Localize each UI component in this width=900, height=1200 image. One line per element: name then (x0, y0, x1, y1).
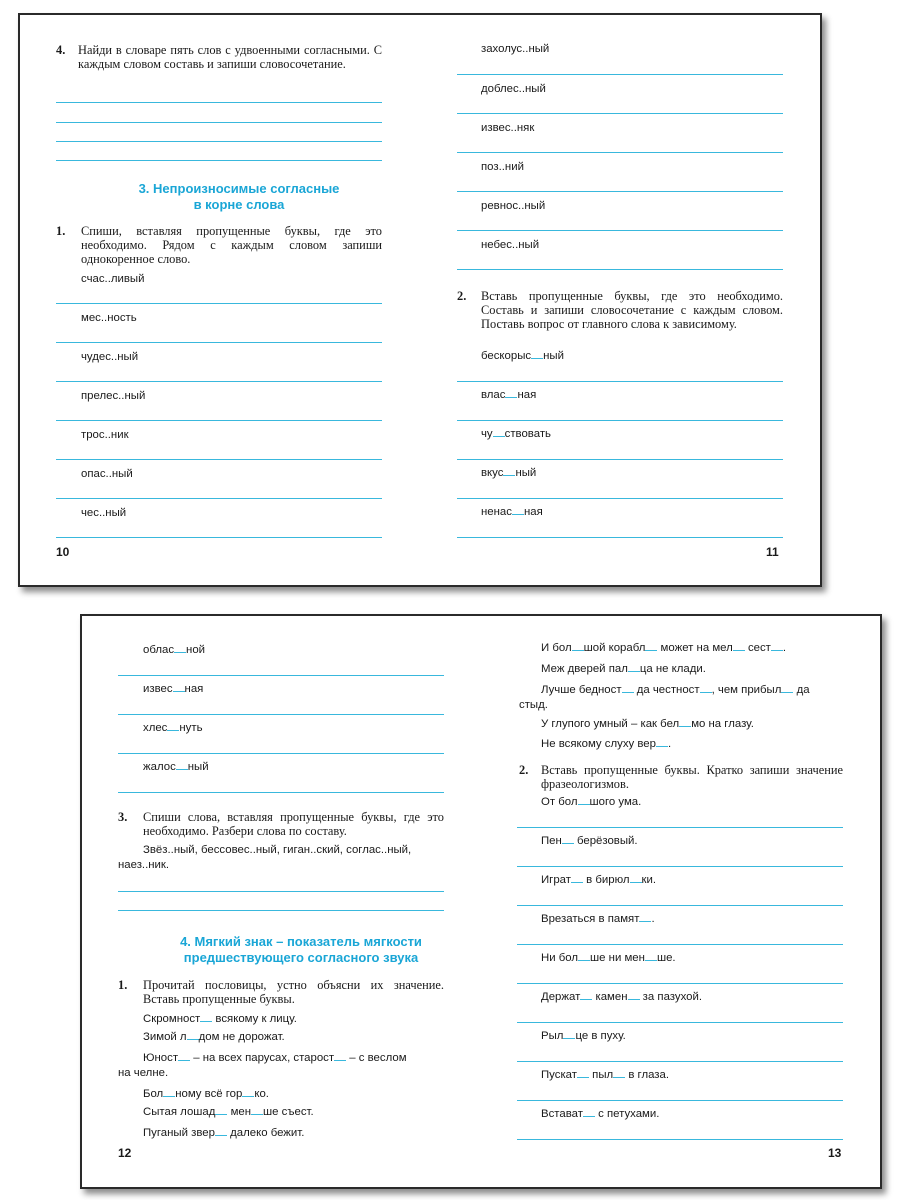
word-part: жалос (143, 761, 176, 773)
text-part: да честност (633, 684, 700, 696)
letter-gap (583, 1107, 595, 1117)
write-line (118, 714, 444, 715)
text-part: . (651, 913, 655, 925)
letter-gap (334, 1051, 346, 1061)
text-part: с петухами. (594, 1108, 660, 1120)
word-part: нуть (179, 722, 203, 734)
letter-gap (242, 1087, 254, 1097)
write-line (457, 537, 783, 538)
text-part: – на всех парусах, старост (190, 1052, 335, 1064)
proverb (143, 1126, 304, 1141)
word-part: ный (187, 761, 209, 773)
word-item: небес..ный (481, 239, 540, 251)
letter-gap (781, 683, 793, 693)
letter-gap (251, 1105, 263, 1115)
write-line (56, 381, 382, 382)
write-line (457, 152, 783, 153)
text-part: Держат (541, 991, 581, 1003)
phrase (541, 1029, 626, 1044)
write-line (56, 342, 382, 343)
text-part: ному всё гор (175, 1088, 243, 1100)
letter-gap (645, 641, 657, 651)
text-part: всякому к лицу. (212, 1013, 297, 1025)
letter-gap (679, 717, 691, 727)
proverb (541, 641, 786, 656)
text-part: Рыл (541, 1030, 564, 1042)
text-part: ше съест. (263, 1106, 314, 1118)
letter-gap (771, 641, 783, 651)
letter-gap (578, 951, 590, 961)
text-part: да (793, 684, 810, 696)
text-part: камен (592, 991, 628, 1003)
phrase (541, 912, 655, 927)
letter-gap (503, 466, 515, 476)
text-part: , чем прибыл (711, 684, 782, 696)
text-part: Бол (143, 1088, 164, 1100)
text-part: Скромност (143, 1013, 201, 1025)
write-line (118, 753, 444, 754)
text-part: берёзовый. (573, 835, 638, 847)
write-line (457, 459, 783, 460)
task-1-number: 1. (118, 978, 128, 992)
text-part: шого ума. (589, 796, 642, 808)
gap-word (481, 505, 543, 520)
write-line (56, 537, 382, 538)
letter-gap (562, 834, 574, 844)
phrase (541, 951, 676, 966)
word-part: бескорыс (481, 350, 532, 362)
proverb (143, 1012, 297, 1027)
task-1-text: Спиши, вставляя пропущенные буквы, где это необходимо. Рядом с каждым словом запиши однокоренное слово. (81, 224, 382, 266)
text-part: Пускат (541, 1069, 577, 1081)
text-part: сест (744, 642, 771, 654)
write-line (517, 1100, 843, 1101)
text-part: ше ни мен (590, 952, 645, 964)
letter-gap (215, 1105, 227, 1115)
page-number-11: 11 (766, 545, 779, 559)
gap-word (143, 760, 209, 775)
letter-gap (656, 737, 668, 747)
letter-gap (628, 990, 640, 1000)
gap-word (481, 388, 536, 403)
text-part: пыл (589, 1069, 614, 1081)
proverb (143, 1051, 407, 1066)
page-number-10: 10 (56, 545, 70, 559)
letter-gap (493, 427, 505, 437)
word-part: вкус (481, 467, 504, 479)
text-part: в бирюл (582, 874, 630, 886)
word-item: поз..ний (481, 161, 524, 173)
write-line (457, 420, 783, 421)
task-3-words-line1: Звёз..ный, бессовес..ный, гиган..ский, соглас..ный, (143, 844, 412, 856)
word-part: влас (481, 389, 506, 401)
write-line (517, 1061, 843, 1062)
phrase (541, 795, 641, 810)
text-part: ца не клади. (639, 663, 706, 675)
word-item: ревнос..ный (481, 200, 546, 212)
word-part: ная (523, 506, 543, 518)
word-item: прелес..ный (81, 390, 146, 402)
word-item: захолус..ный (481, 43, 550, 55)
proverb (143, 1105, 314, 1120)
letter-gap (580, 990, 592, 1000)
text-part: Пен (541, 835, 562, 847)
write-line (56, 303, 382, 304)
write-line (457, 230, 783, 231)
task-2-text: Вставь пропущенные буквы, где это необходимо. Составь и запиши словосочетание с каждым словом. Поставь вопрос от главного слова к зависимому. (481, 289, 783, 331)
text-part: От бол (541, 796, 578, 808)
word-part: извес (143, 683, 173, 695)
letter-gap (630, 873, 642, 883)
letter-gap (173, 682, 185, 692)
text-part: дом не дорожат. (198, 1031, 285, 1043)
letter-gap (572, 641, 584, 651)
text-part: Меж дверей пал (541, 663, 628, 675)
letter-gap (578, 795, 590, 805)
phrase (541, 1068, 669, 1083)
gap-word (143, 682, 203, 697)
write-line (457, 269, 783, 270)
text-part: Пуганый звер (143, 1127, 215, 1139)
text-part: Сытая лошад (143, 1106, 216, 1118)
write-line (118, 675, 444, 676)
gap-word (143, 721, 203, 736)
letter-gap (176, 760, 188, 770)
text-part: мо на глазу. (691, 718, 754, 730)
section-heading-4 (96, 934, 506, 966)
section-heading-3-line2: в корне слова (193, 197, 285, 212)
section-heading-4-line1: 4. Мягкий знак – показатель мягкости (180, 934, 422, 949)
write-line (517, 827, 843, 828)
word-part: хлес (143, 722, 168, 734)
write-line (457, 191, 783, 192)
write-line (517, 866, 843, 867)
write-line (118, 792, 444, 793)
text-part: . (782, 642, 787, 654)
letter-gap (531, 349, 543, 359)
write-line (517, 983, 843, 984)
page-number-13: 13 (828, 1146, 842, 1160)
text-part: Лучше бедност (541, 684, 622, 696)
phrase (541, 873, 656, 888)
text-part: шой корабл (583, 642, 646, 654)
section-heading-3 (34, 181, 444, 213)
word-part: ная (184, 683, 204, 695)
text-part: Ни бол (541, 952, 579, 964)
write-line (517, 1022, 843, 1023)
write-line (457, 113, 783, 114)
letter-gap (571, 873, 583, 883)
gap-word (481, 466, 536, 481)
word-part: ной (186, 644, 206, 656)
letter-gap (733, 641, 745, 651)
letter-gap (200, 1012, 212, 1022)
write-line (56, 420, 382, 421)
letter-gap (174, 643, 186, 653)
page-spread-10-11 (18, 13, 822, 587)
letter-gap (167, 721, 179, 731)
word-part: ная (517, 389, 537, 401)
text-part: Врезаться в памят (541, 913, 640, 925)
letter-gap (563, 1029, 575, 1039)
text-part: Играт (541, 874, 571, 886)
word-part: чу (481, 428, 493, 440)
letter-gap (577, 1068, 589, 1078)
letter-gap (700, 683, 712, 693)
word-item: счас..ливый (81, 273, 145, 285)
word-part: облас (143, 644, 175, 656)
text-part: Зимой л (143, 1031, 187, 1043)
letter-gap (163, 1087, 175, 1097)
letter-gap (645, 951, 657, 961)
word-item: чудес..ный (81, 351, 139, 363)
task-1-number: 1. (56, 224, 66, 238)
write-line (457, 381, 783, 382)
text-part: Юност (143, 1052, 179, 1064)
task-1-text: Прочитай пословицы, устно объясни их значение. Вставь пропущенные буквы. (143, 978, 444, 1006)
letter-gap (639, 912, 651, 922)
text-part: – с веслом (346, 1052, 407, 1064)
text-part: У глупого умный – как бел (541, 718, 680, 730)
section-heading-3-line1: 3. Непроизносимые согласные (138, 181, 340, 196)
word-item: чес..ный (81, 507, 127, 519)
task-4-text: Найди в словаре пять слов с удвоенными согласными. С каждым словом составь и запиши словосочетание. (78, 43, 382, 71)
gap-word (481, 349, 564, 364)
word-item: мес..ность (81, 312, 137, 324)
text-part: далеко бежит. (226, 1127, 305, 1139)
text-part: может на мел (657, 642, 733, 654)
text-part: ше. (656, 952, 676, 964)
write-line (56, 498, 382, 499)
letter-gap (187, 1030, 199, 1040)
write-line (517, 1139, 843, 1140)
proverb (541, 737, 671, 752)
proverb-continuation: стыд. (519, 699, 548, 711)
word-part: ствовать (504, 428, 551, 440)
letter-gap (613, 1068, 625, 1078)
write-line (56, 102, 382, 103)
text-part: Не всякому слуху вер (541, 738, 656, 750)
letter-gap (622, 683, 634, 693)
phrase (541, 834, 638, 849)
gap-word (481, 427, 551, 442)
task-3-number: 3. (118, 810, 128, 824)
write-line (457, 74, 783, 75)
letter-gap (512, 505, 524, 515)
task-2-number: 2. (519, 763, 529, 777)
text-part: ко. (254, 1088, 269, 1100)
task-2-number: 2. (457, 289, 467, 303)
word-part: ный (543, 350, 564, 362)
text-part: мен (227, 1106, 252, 1118)
task-4-number: 4. (56, 43, 66, 57)
text-part: . (667, 738, 672, 750)
word-item: опас..ный (81, 468, 133, 480)
write-line (56, 459, 382, 460)
page-number-12: 12 (118, 1146, 132, 1160)
page-spread-12-13 (80, 614, 882, 1189)
text-part: И бол (541, 642, 572, 654)
phrase (541, 990, 702, 1005)
word-item: трос..ник (81, 429, 129, 441)
word-item: доблес..ный (481, 83, 546, 95)
task-3-text: Спиши слова, вставляя пропущенные буквы, где это необходимо. Разбери слова по составу. (143, 810, 444, 838)
write-line (56, 122, 382, 123)
phrase (541, 1107, 659, 1122)
write-line (517, 944, 843, 945)
text-part: за пазухой. (639, 991, 702, 1003)
text-part: в глаза. (625, 1069, 670, 1081)
write-line (457, 498, 783, 499)
text-part: це в пуху. (575, 1030, 626, 1042)
text-part: ки. (641, 874, 657, 886)
word-part: ненас (481, 506, 512, 518)
proverb (541, 683, 810, 698)
task-2-text: Вставь пропущенные буквы. Кратко запиши значение фразеологизмов. (541, 763, 843, 791)
word-part: ный (515, 467, 537, 479)
letter-gap (628, 662, 640, 672)
proverb (541, 717, 754, 732)
word-item: извес..няк (481, 122, 535, 134)
write-line (56, 141, 382, 142)
task-3-words-line2: наез..ник. (118, 859, 170, 871)
proverb (143, 1087, 269, 1102)
letter-gap (505, 388, 517, 398)
write-line (517, 905, 843, 906)
letter-gap (178, 1051, 190, 1061)
write-line (56, 160, 382, 161)
gap-word (143, 643, 205, 658)
section-heading-4-line2: предшествующего согласного звука (183, 950, 419, 965)
text-part: Встават (541, 1108, 583, 1120)
proverb-continuation: на челне. (118, 1067, 169, 1079)
proverb (541, 662, 706, 677)
write-line (118, 910, 444, 911)
letter-gap (215, 1126, 227, 1136)
write-line (118, 891, 444, 892)
proverb (143, 1030, 285, 1045)
